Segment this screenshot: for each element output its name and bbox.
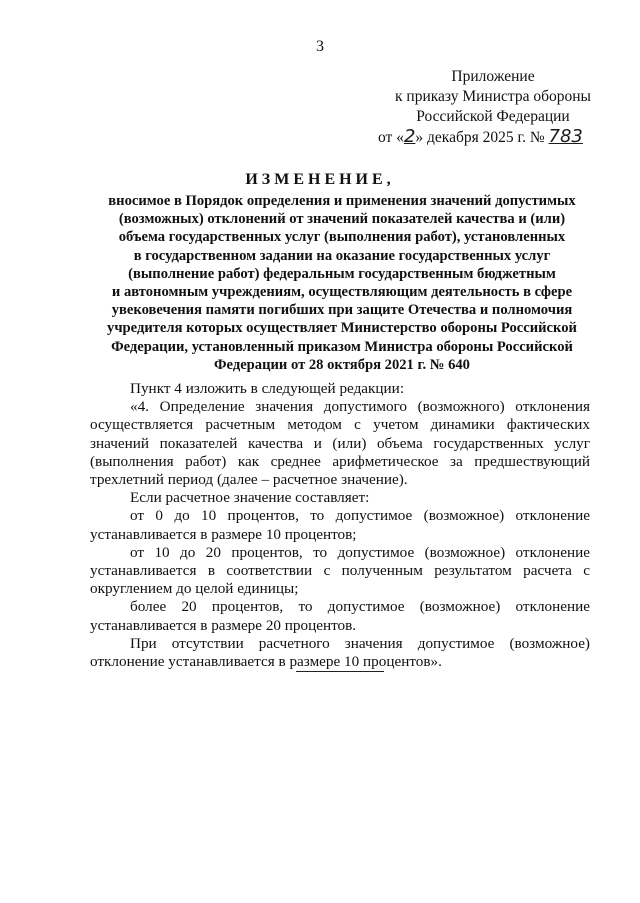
subtitle-line: вносимое в Порядок определения и применения значений допустимых [108,193,576,209]
subtitle-line: увековечения памяти погибших при защите Отечества и полномочия [111,302,573,319]
order-number-handwritten: 783 [548,126,583,147]
subtitle-line: (возможных) отклонений от значений показателей качества и (или) [118,211,566,228]
subtitle-line: (выполнение работ) федеральным государственным бюджетным [128,265,556,282]
date-rest: » декабря 2025 г. № [415,129,545,146]
appendix-order-ref: к приказу Министра обороны [395,88,591,105]
appendix-header [378,67,608,148]
body-paragraph: «4. Определение значения допустимого (возможного) отклонения осуществляется расчетным методом с учетом динамики фактических значений показателей качества и (или) объема государственных услуг (выполнения работ) как среднее арифметическое за предшествующий трехлетний период (далее – расчетное значение). [90,398,590,489]
document-title: ИЗМЕНЕНИЕ, [245,171,395,188]
subtitle-line: Федерации от 28 октября 2021 г. № 640 [214,356,470,373]
appendix-title: Приложение [451,68,535,85]
closing-divider [296,671,384,672]
document-body [90,380,590,671]
subtitle-line: учредителя которых осуществляет Министерство обороны Российской [107,320,577,337]
body-paragraph: При отсутствии расчетного значения допустимое (возможное) отклонение устанавливается в размере 10 процентов». [90,634,590,671]
body-paragraph: Если расчетное значение составляет: [130,489,370,507]
document-subtitle [92,192,592,374]
appendix-date-line [378,127,608,148]
date-prefix: от « [378,129,404,146]
body-paragraph: от 0 до 10 процентов, то допустимое (возможное) отклонение устанавливается в размере 10 процентов; [90,507,590,543]
page-number: 3 [316,38,324,55]
appendix-federation: Российской Федерации [416,108,570,125]
subtitle-line: в государственном задании на оказание государственных услуг [133,247,551,264]
date-day-handwritten: 2 [403,126,416,147]
subtitle-line: объема государственных услуг (выполнения работ), установленных [118,229,566,246]
subtitle-line: Федерации, установленный приказом Министра обороны Российской [111,338,573,355]
body-paragraph: Пункт 4 изложить в следующей редакции: [130,380,405,397]
body-paragraph: более 20 процентов, то допустимое (возможное) отклонение устанавливается в размере 20 процентов. [90,598,590,634]
subtitle-line: и автономным учреждениям, осуществляющим деятельность в сфере [111,284,573,301]
body-paragraph: от 10 до 20 процентов, то допустимое (возможное) отклонение устанавливается в соответствии с полученным результатом расчета с округлением до целой единицы; [90,543,590,598]
